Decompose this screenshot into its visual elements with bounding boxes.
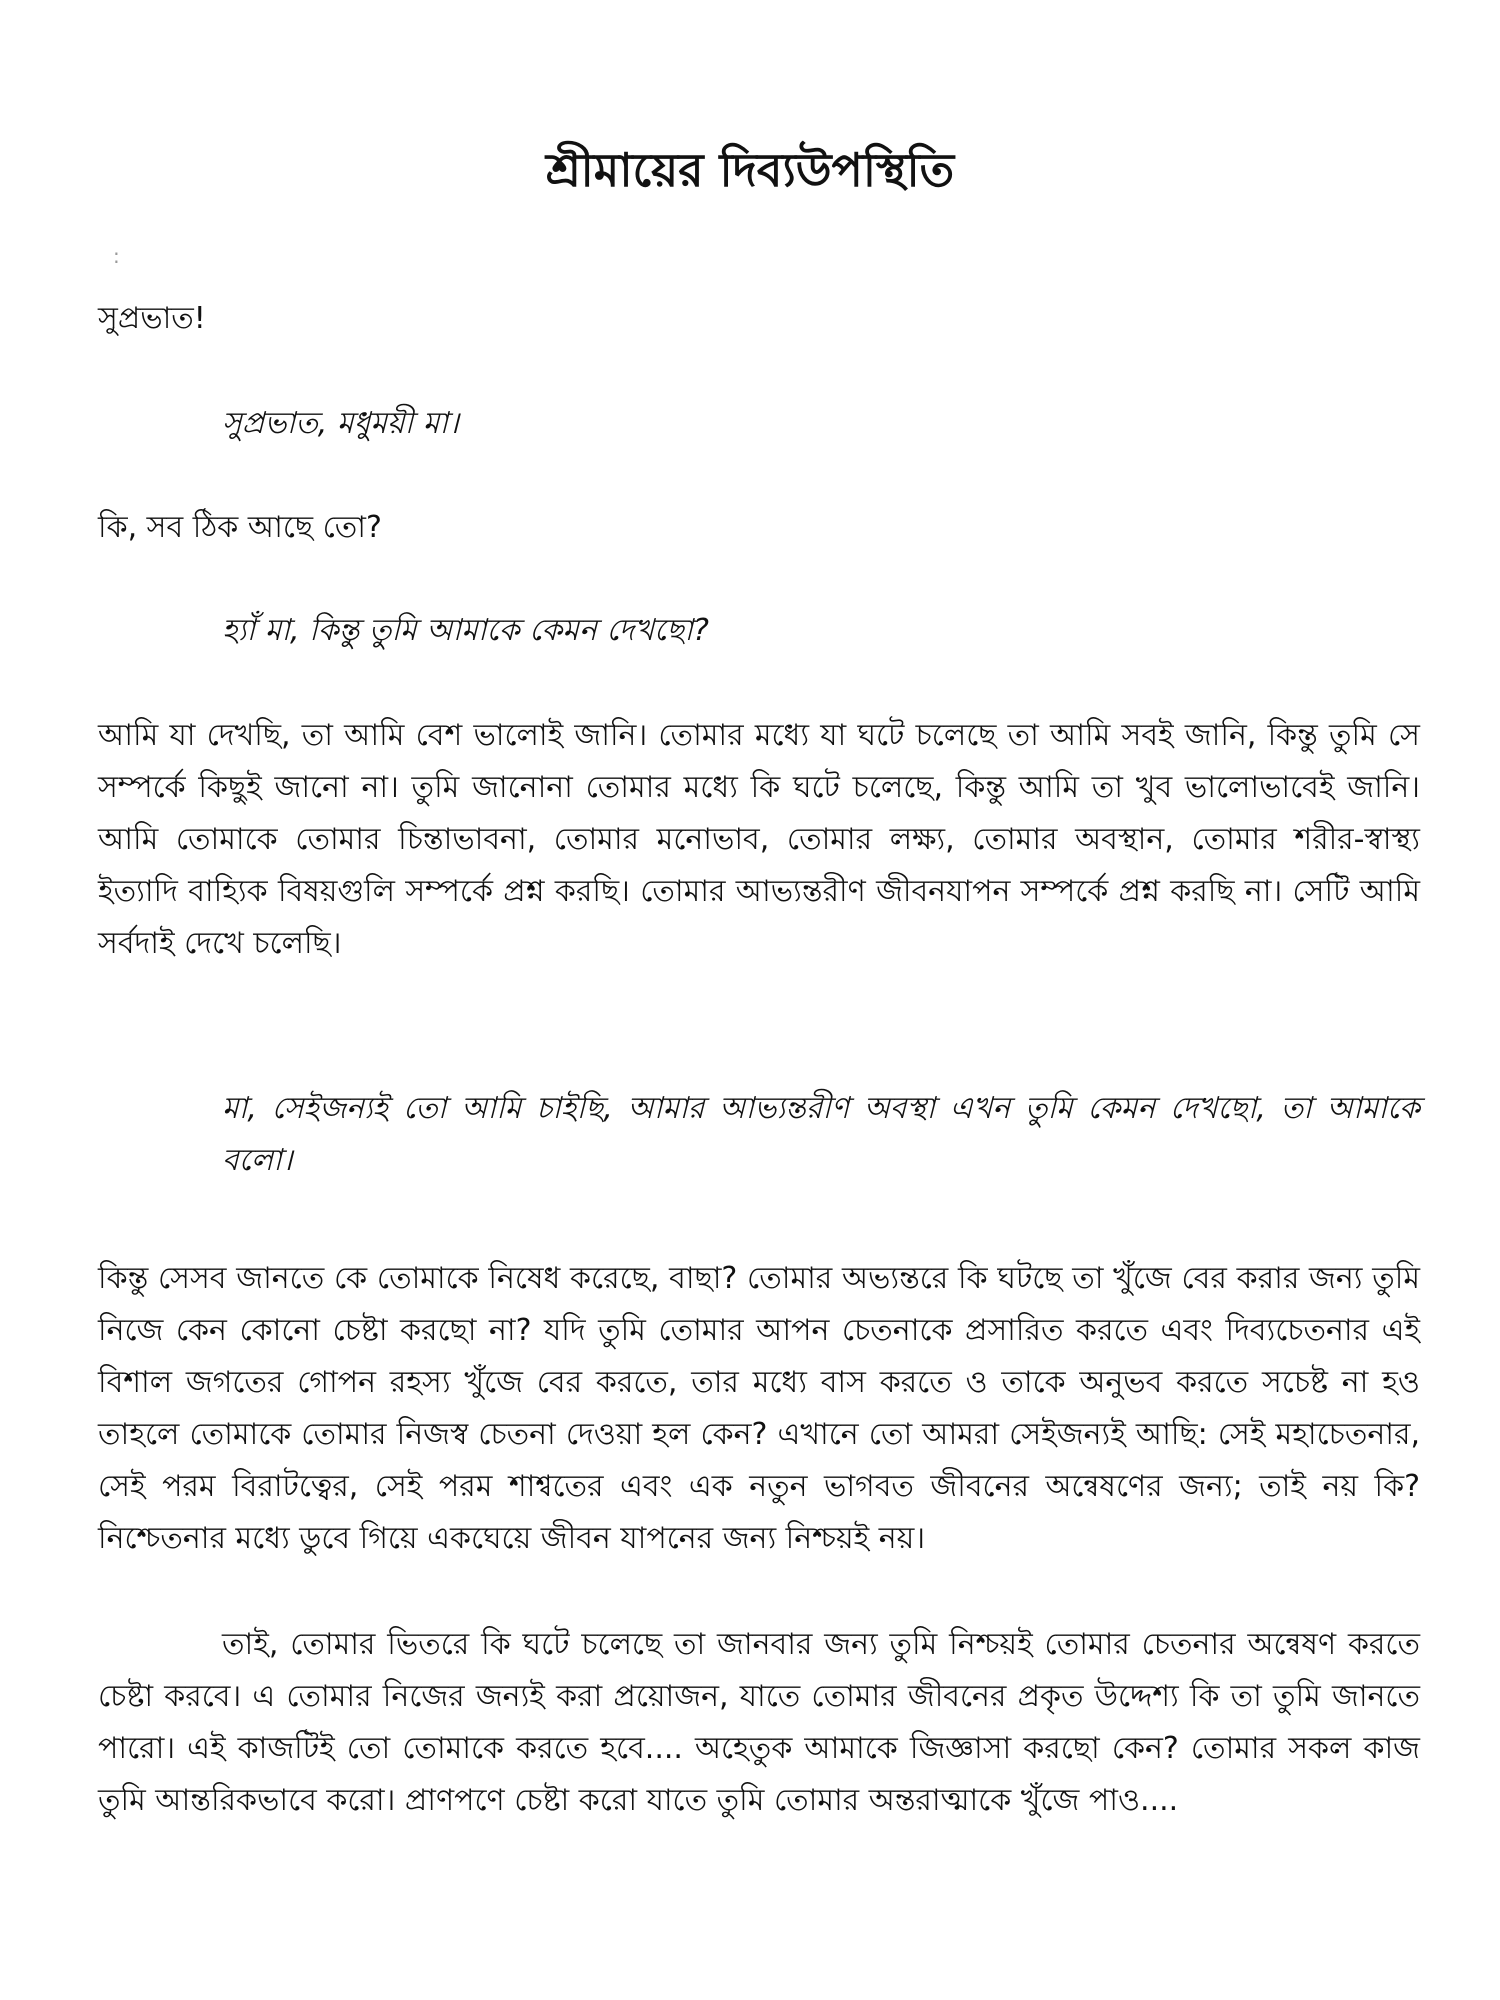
- greeting-reply: সুপ্রভাত, মধুময়ী মা।: [222, 406, 459, 441]
- greeting-mother: সুপ্রভাত!: [98, 301, 206, 336]
- question-reply: হ্যাঁ মা, কিন্তু তুমি আমাকে কেমন দেখছো?: [222, 613, 709, 648]
- paragraph-2: কিন্তু সেসব জানতে কে তোমাকে নিষেধ করেছে, বাছা? তোমার অভ্যন্তরে কি ঘটছে তা খুঁজে বের করার জন্য তুমি নিজে কেন কোনো চেষ্টা করছো না? যদি তুমি তোমার আপন চেতনাকে প্রসারিত করতে এবং দিব্যচেতনার এই বিশাল জগতের গোপন রহস্য খুঁজে বের করতে, তার মধ্যে বাস করতে ও তাকে অনুভব করতে সচেষ্ট না হও তাহলে তোমাকে তোমার নিজস্ব চেতনা দেওয়া হল কেন? এখানে তো আমরা সেইজন্যই আছি: সেই মহাচেতনার, সেই পরম বিরাটত্বের, সেই পরম শাশ্বতের এবং এক নতুন ভাগবত জীবনের অন্বেষণের জন্য; তাই নয় কি? নিশ্চেতনার মধ্যে ডুবে গিয়ে একঘেয়ে জীবন যাপনের জন্য নিশ্চয়ই নয়।: [98, 1261, 1420, 1556]
- page-title: শ্রীমায়ের দিব্যউপস্থিতি: [545, 143, 955, 197]
- paragraph-3: তাই, তোমার ভিতরে কি ঘটে চলেছে তা জানবার জন্য তুমি নিশ্চয়ই তোমার চেতনার অন্বেষণ করতে চেষ্টা করবে। এ তোমার নিজের জন্যই করা প্রয়োজন, যাতে তোমার জীবনের প্রকৃত উদ্দেশ্য কি তা তুমি জানতে পারো। এই কাজটিই তো তোমাকে করতে হবে.... অহেতুক আমাকে জিজ্ঞাসা করছো কেন? তোমার সকল কাজ তুমি আন্তরিকভাবে করো। প্রাণপণে চেষ্টা করো যাতে তুমি তোমার অন্তরাত্মাকে খুঁজে পাও....: [98, 1627, 1420, 1818]
- reply-2: মা, সেইজন্যই তো আমি চাইছি, আমার আভ্যন্তরীণ অবস্থা এখন তুমি কেমন দেখছো, তা আমাকে বলো।: [222, 1091, 1420, 1178]
- question-mother: কি, সব ঠিক আছে তো?: [98, 510, 382, 545]
- paragraph-1: আমি যা দেখছি, তা আমি বেশ ভালোই জানি। তোমার মধ্যে যা ঘটে চলেছে তা আমি সবই জানি, কিন্তু তুমি সে সম্পর্কে কিছুই জানো না। তুমি জানোনা তোমার মধ্যে কি ঘটে চলেছে, কিন্তু আমি তা খুব ভালোভাবেই জানি। আমি তোমাকে তোমার চিন্তাভাবনা, তোমার মনোভাব, তোমার লক্ষ্য, তোমার অবস্থান, তোমার শরীর-স্বাস্থ্য ইত্যাদি বাহ্যিক বিষয়গুলি সম্পর্কে প্রশ্ন করছি। তোমার আভ্যন্তরীণ জীবনযাপন সম্পর্কে প্রশ্ন করছি না। সেটি আমি সর্বদাই দেখে চলেছি।: [98, 718, 1420, 961]
- stray-mark: :: [113, 244, 120, 268]
